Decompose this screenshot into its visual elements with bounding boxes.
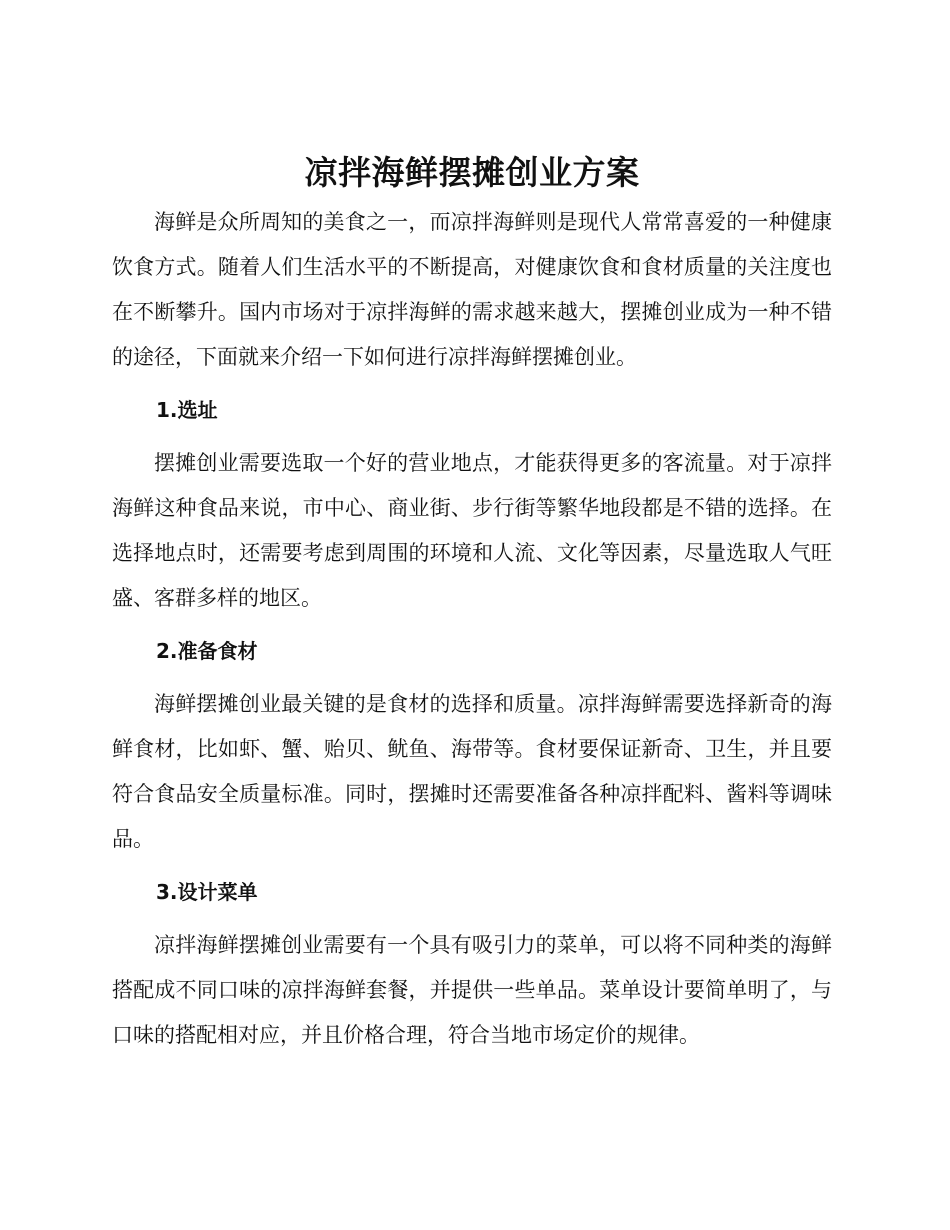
- section-paragraph: 凉拌海鲜摆摊创业需要有一个具有吸引力的菜单，可以将不同种类的海鲜搭配成不同口味的凉拌海鲜套餐，并提供一些单品。菜单设计要简单明了，与口味的搭配相对应，并且价格合理，符合当地市场定价的规律。: [112, 933, 832, 1047]
- section-location: [112, 388, 832, 621]
- document-title: 凉拌海鲜摆摊创业方案: [304, 153, 640, 192]
- section-menu: [112, 870, 832, 1058]
- intro-paragraph: 海鲜是众所周知的美食之一，而凉拌海鲜则是现代人常常喜爱的一种健康饮食方式。随着人们生活水平的不断提高，对健康饮食和食材质量的关注度也在不断攀升。国内市场对于凉拌海鲜的需求越来越大，摆摊创业成为一种不错的途径，下面就来介绍一下如何进行凉拌海鲜摆摊创业。: [112, 210, 832, 369]
- section-heading: 3.设计菜单: [156, 880, 258, 904]
- section-paragraph: 摆摊创业需要选取一个好的营业地点，才能获得更多的客流量。对于凉拌海鲜这种食品来说，市中心、商业街、步行街等繁华地段都是不错的选择。在选择地点时，还需要考虑到周围的环境和人流、文化等因素，尽量选取人气旺盛、客群多样的地区。: [112, 451, 832, 610]
- section-ingredients: [112, 629, 832, 862]
- section-paragraph: 海鲜摆摊创业最关键的是食材的选择和质量。凉拌海鲜需要选择新奇的海鲜食材，比如虾、蟹、贻贝、鱿鱼、海带等。食材要保证新奇、卫生，并且要符合食品安全质量标准。同时，摆摊时还需要准备各种凉拌配料、酱料等调味品。: [112, 692, 832, 851]
- document-body: [112, 148, 832, 1058]
- section-heading: 2.准备食材: [156, 639, 258, 663]
- section-heading: 1.选址: [156, 398, 218, 422]
